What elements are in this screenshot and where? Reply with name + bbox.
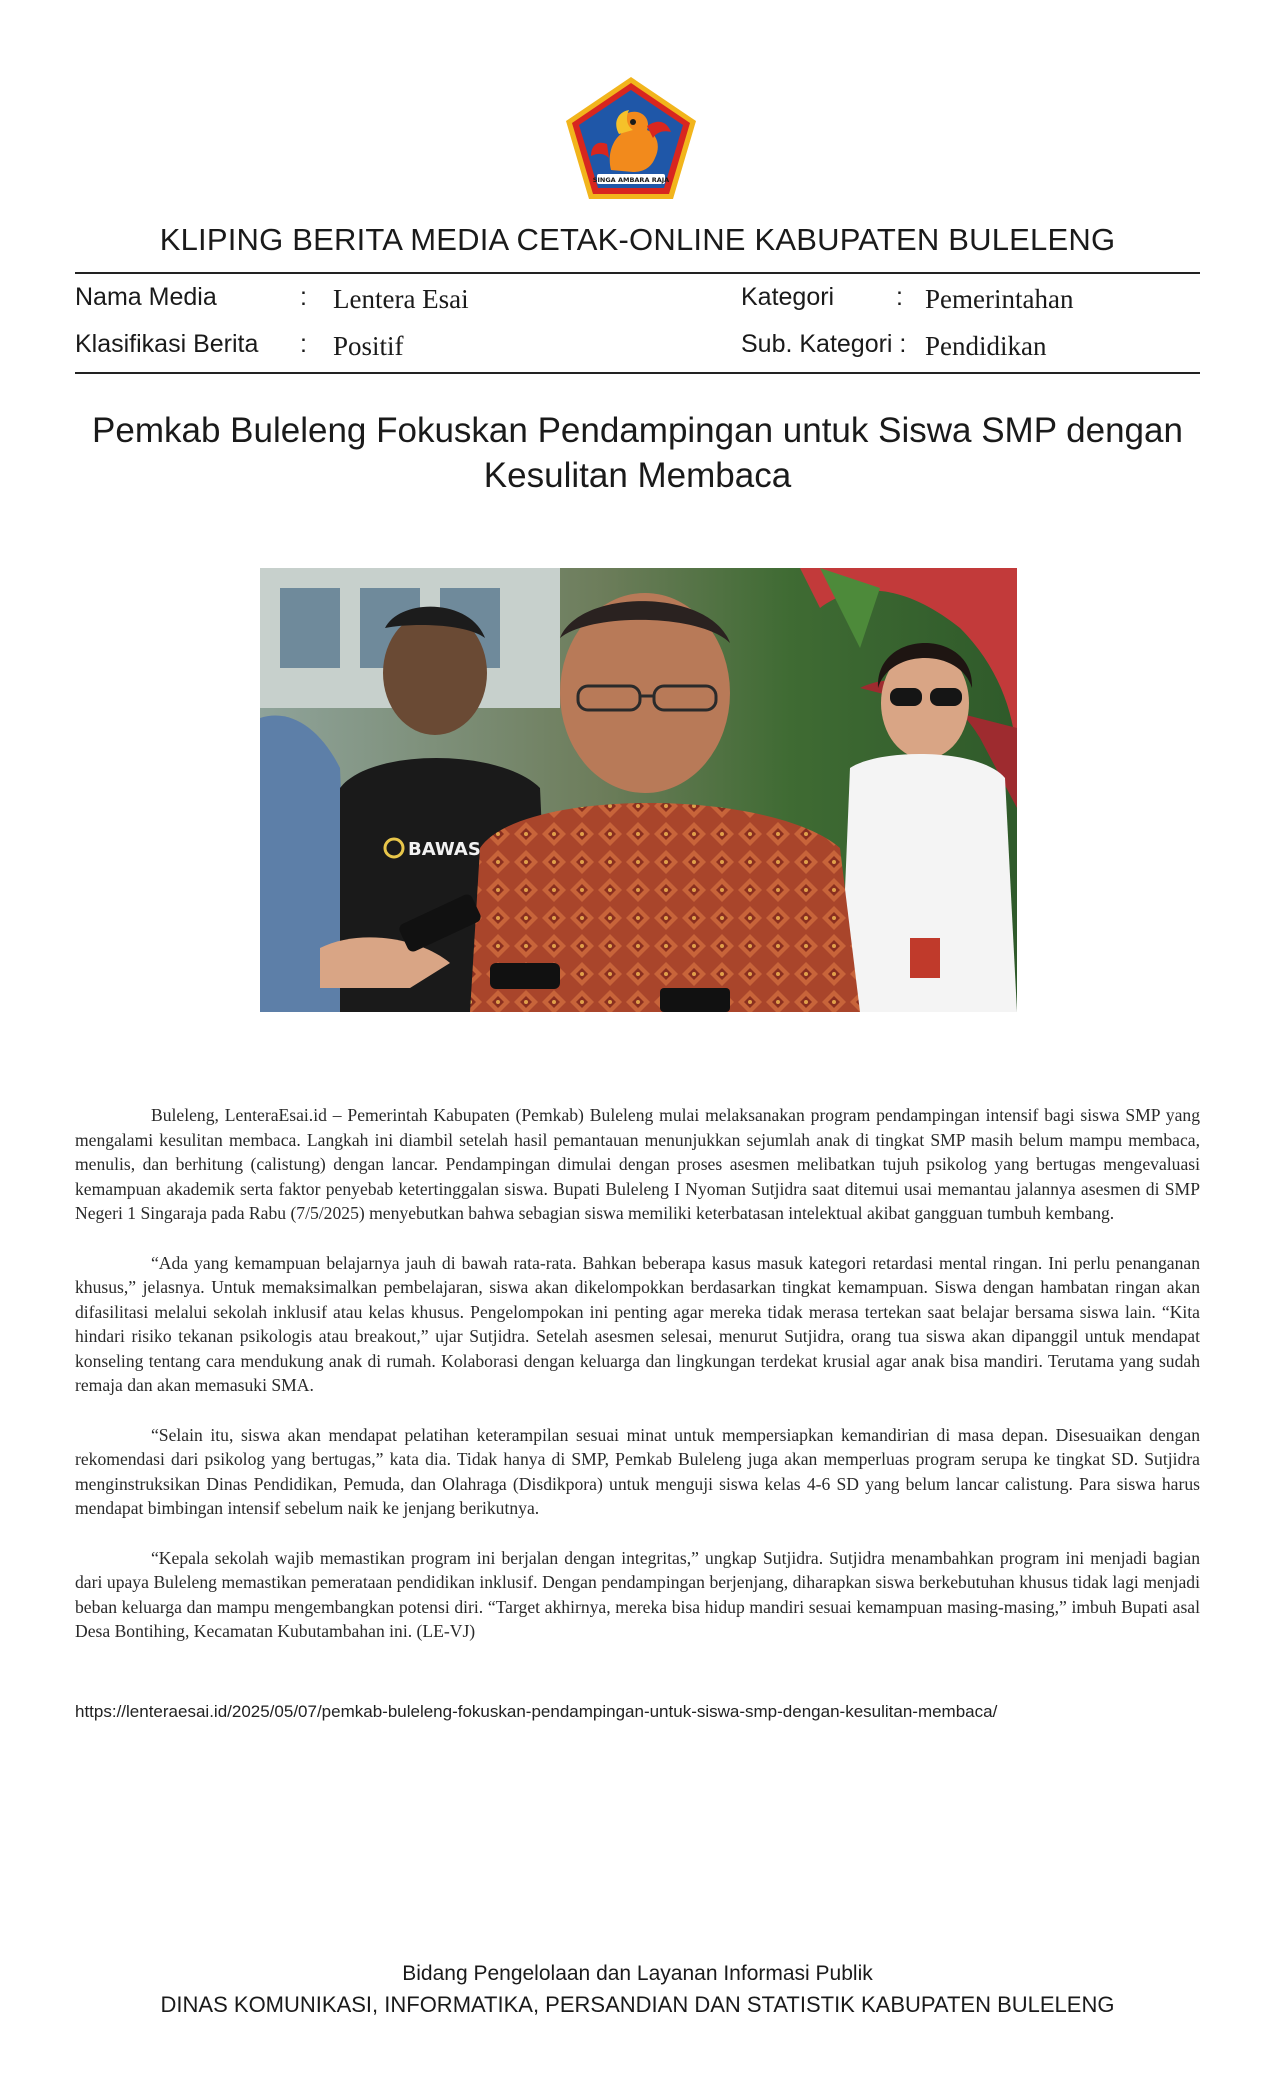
article-paragraph-4: “Kepala sekolah wajib memastikan program ini berjalan dengan integritas,” ungkap Sutjidra. Sutjidra menambahkan program ini menjadi bagian dari upaya Buleleng memastikan pemerataan pendidikan inklusif. Dengan pendampingan berjenjang, diharapkan siswa berkebutuhan khusus tidak lagi menjadi beban keluarga dan mampu mengembangkan potensi diri. “Target akhirnya, mereka bisa hidup mandiri sesuai kemampuan masing-masing,” imbuh Bupati asal Desa Bontihing, Kecamatan Kubutambahan ini. (LE-VJ) [75, 1547, 1200, 1641]
klasifikasi-berita-label: Klasifikasi Berita [75, 330, 259, 358]
article-photo [260, 568, 1017, 1012]
header-divider-top [75, 272, 1200, 274]
headline-line-2: Kesulitan Membaca [483, 456, 792, 495]
source-url-link[interactable]: https://lenteraesai.id/2025/05/07/pemkab-buleleng-fokuskan-pendampingan-untuk-siswa-smp-dengan-kesulitan-membaca/ [75, 1702, 998, 1721]
kliping-title: KLIPING BERITA MEDIA CETAK-ONLINE KABUPATEN BULELENG [159, 222, 1116, 257]
regency-logo [563, 74, 699, 202]
article-paragraph-2: “Ada yang kemampuan belajarnya jauh di bawah rata-rata. Bahkan beberapa kasus masuk kategori retardasi mental ringan. Ini perlu penanganan khusus,” jelasnya. Untuk memaksimalkan pembelajaran, siswa akan dikelompokkan berdasarkan tingkat kemampuan. Siswa dengan hambatan ringan akan difasilitasi melalui sekolah inklusif atau kelas khusus. Pengelompokan ini penting agar mereka tidak merasa tertekan saat belajar bersama siswa lain. “Kita hindari risiko tekanan psikologis atau breakout,” ujar Sutjidra. Setelah asesmen selesai, menurut Sutjidra, orang tua siswa akan dipanggil untuk mendapat konseling tentang cara mendukung anak di rumah. Kolaborasi dengan keluarga dan lingkungan terdekat krusial agar anak bisa mandiri. Terutama yang sudah remaja dan akan memasuki SMA. [75, 1252, 1200, 1395]
article-headline [80, 408, 1195, 498]
footer-department: Bidang Pengelolaan dan Layanan Informasi Publik [402, 1962, 873, 1985]
photo-shirt-text: BAWAS [408, 839, 481, 860]
nama-media-label: Nama Media [75, 283, 217, 311]
article-paragraph-3: “Selain itu, siswa akan mendapat pelatihan keterampilan sesuai minat untuk mempersiapkan kemandirian di masa depan. Disesuaikan dengan rekomendasi dari psikolog yang bertugas,” kata dia. Tidak hanya di SMP, Pemkab Buleleng juga akan memperluas program serupa ke tingkat SD. Sutjidra menginstruksikan Dinas Pendidikan, Pemuda, dan Olahraga (Disdikpora) untuk menguji siswa kelas 4-6 SD yang belum lancar calistung. Para siswa harus mendapat bimbingan intensif sebelum naik ke jenjang berikutnya. [75, 1424, 1200, 1518]
kategori-label: Kategori [741, 283, 835, 311]
headline-line-1: Pemkab Buleleng Fokuskan Pendampingan untuk Siswa SMP dengan [92, 411, 1183, 450]
kategori-colon: : [896, 283, 903, 311]
sub-kategori-value: Pendidikan [925, 331, 1047, 361]
article-body [75, 1103, 1200, 1669]
header-divider-bottom [75, 372, 1200, 374]
klasifikasi-berita-value: Positif [333, 331, 404, 361]
footer-agency: DINAS KOMUNIKASI, INFORMATIKA, PERSANDIAN DAN STATISTIK KABUPATEN BULELENG [160, 1992, 1115, 2017]
nama-media-colon: : [300, 283, 307, 311]
kategori-value: Pemerintahan [925, 284, 1074, 314]
article-paragraph-1: Buleleng, LenteraEsai.id – Pemerintah Kabupaten (Pemkab) Buleleng mulai melaksanakan program pendampingan intensif bagi siswa SMP yang mengalami kesulitan membaca. Langkah ini diambil setelah hasil pemantauan menunjukkan sejumlah anak di tingkat SMP masih belum mampu membaca, menulis, dan berhitung (calistung) dengan lancar. Pendampingan dimulai dengan proses asesmen melibatkan tujuh psikolog yang bertugas mengevaluasi kemampuan akademik serta faktor penyebab ketertinggalan siswa. Bupati Buleleng I Nyoman Sutjidra saat ditemui usai memantau jalannya asesmen di SMP Negeri 1 Singaraja pada Rabu (7/5/2025) menyebutkan bahwa sebagian siswa memiliki keterbatasan intelektual akibat gangguan tumbuh kembang. [75, 1105, 1200, 1223]
logo-motto: SINGA AMBARA RAJA [592, 176, 670, 184]
nama-media-value: Lentera Esai [333, 284, 469, 314]
sub-kategori-label: Sub. Kategori : [741, 330, 907, 358]
klasifikasi-berita-colon: : [300, 330, 307, 358]
singa-ambara-raja-icon [563, 74, 699, 202]
